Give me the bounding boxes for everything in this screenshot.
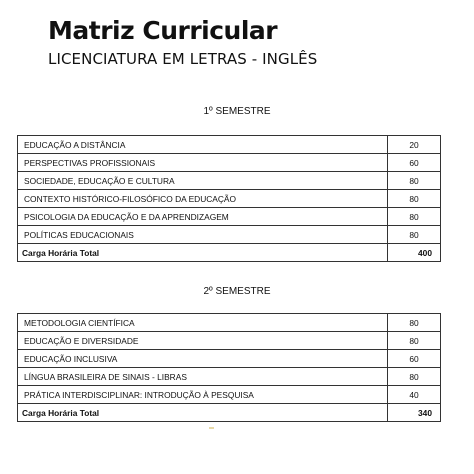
semester-1-table	[17, 135, 441, 262]
decorative-mark	[209, 427, 214, 429]
course-hours: 80	[388, 368, 441, 386]
course-name: PSICOLOGIA DA EDUCAÇÃO E DA APRENDIZAGEM	[18, 208, 388, 226]
table-row	[18, 190, 441, 208]
table-row	[18, 386, 441, 404]
course-name: POLÍTICAS EDUCACIONAIS	[18, 226, 388, 244]
table-row	[18, 154, 441, 172]
table-row	[18, 226, 441, 244]
total-row	[18, 404, 441, 422]
semester-2-table	[17, 313, 441, 422]
course-name: METODOLOGIA CIENTÍFICA	[18, 314, 388, 332]
course-name: EDUCAÇÃO INCLUSIVA	[18, 350, 388, 368]
table-row	[18, 368, 441, 386]
course-name: SOCIEDADE, EDUCAÇÃO E CULTURA	[18, 172, 388, 190]
total-label: Carga Horária Total	[18, 404, 388, 422]
total-hours: 400	[388, 244, 441, 262]
course-hours: 80	[388, 314, 441, 332]
page-title: Matriz Curricular	[48, 16, 278, 45]
total-label: Carga Horária Total	[18, 244, 388, 262]
course-hours: 20	[388, 136, 441, 154]
course-name: EDUCAÇÃO A DISTÂNCIA	[18, 136, 388, 154]
course-hours: 60	[388, 350, 441, 368]
course-name: CONTEXTO HISTÓRICO-FILOSÓFICO DA EDUCAÇÃO	[18, 190, 388, 208]
course-hours: 80	[388, 172, 441, 190]
course-hours: 80	[388, 226, 441, 244]
table-row	[18, 136, 441, 154]
total-hours: 340	[388, 404, 441, 422]
semester-2-heading: 2º SEMESTRE	[203, 286, 271, 297]
course-name: LÍNGUA BRASILEIRA DE SINAIS - LIBRAS	[18, 368, 388, 386]
table-row	[18, 172, 441, 190]
semester-1-heading: 1º SEMESTRE	[203, 106, 271, 117]
course-name: PRÁTICA INTERDISCIPLINAR: INTRODUÇÃO À PESQUISA	[18, 386, 388, 404]
table-row	[18, 332, 441, 350]
total-row	[18, 244, 441, 262]
course-hours: 80	[388, 190, 441, 208]
table-row	[18, 350, 441, 368]
page-subtitle: LICENCIATURA EM LETRAS - INGLÊS	[48, 50, 318, 68]
course-hours: 60	[388, 154, 441, 172]
course-hours: 80	[388, 332, 441, 350]
course-hours: 80	[388, 208, 441, 226]
course-name: EDUCAÇÃO E DIVERSIDADE	[18, 332, 388, 350]
course-name: PERSPECTIVAS PROFISSIONAIS	[18, 154, 388, 172]
table-row	[18, 314, 441, 332]
table-row	[18, 208, 441, 226]
course-hours: 40	[388, 386, 441, 404]
